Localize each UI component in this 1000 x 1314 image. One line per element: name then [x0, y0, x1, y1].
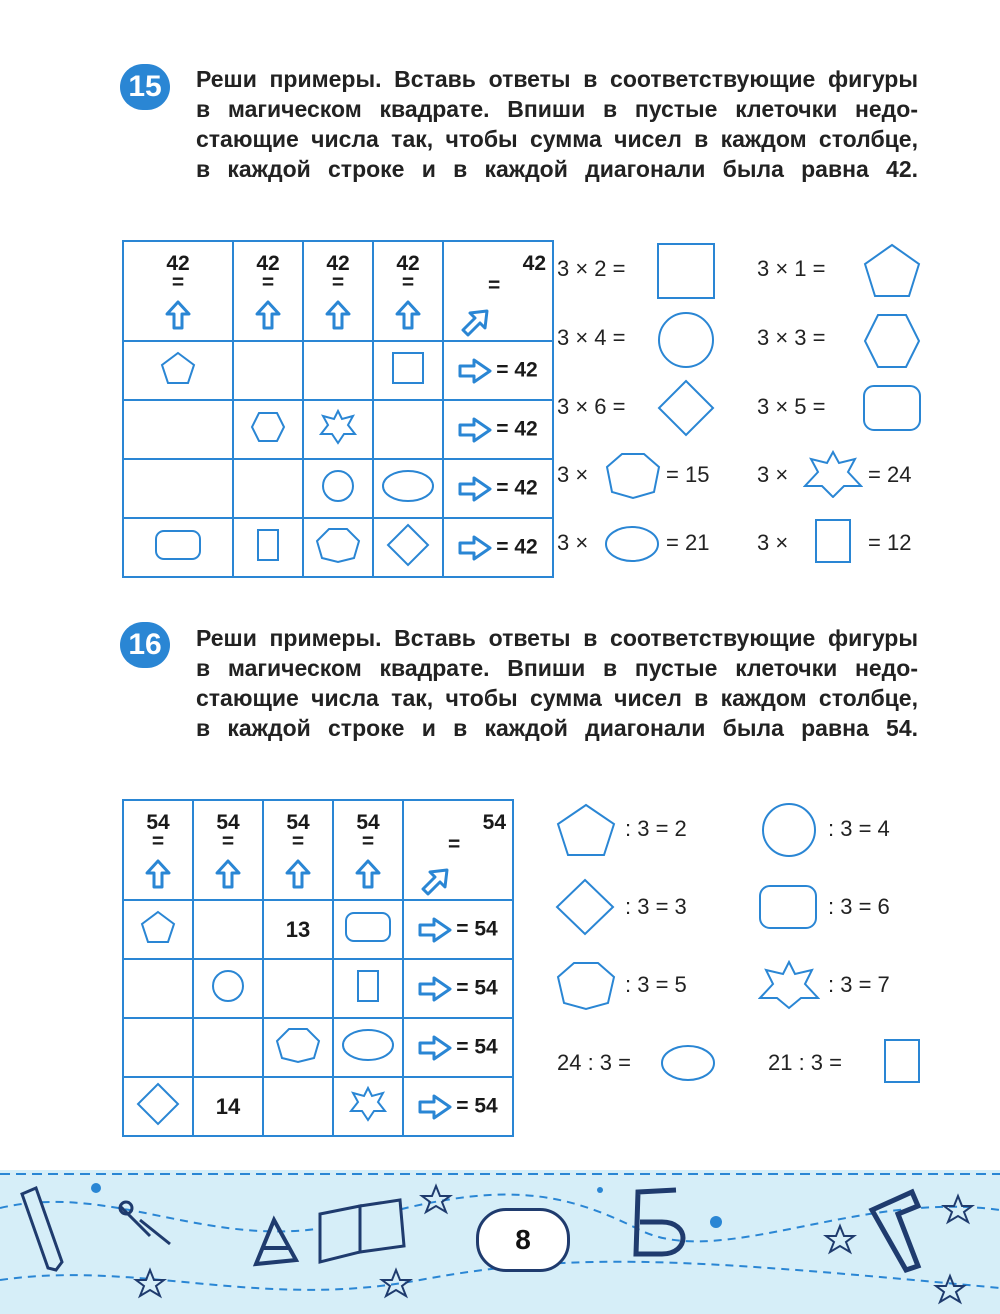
right-arrow-icon	[418, 917, 452, 943]
up-arrow-icon	[215, 859, 241, 889]
given-number: 13	[263, 900, 333, 959]
equation: 3 × 5 =	[757, 394, 826, 419]
up-arrow-icon	[285, 859, 311, 889]
equation: 3 × 2 =	[557, 256, 626, 281]
row-sum: = 54	[403, 1018, 513, 1077]
counting-sticks-icon	[120, 1202, 170, 1244]
row-sum: = 54	[403, 900, 513, 959]
given-number: 14	[193, 1077, 263, 1136]
hexagon-icon	[248, 408, 288, 446]
equation: = 24	[868, 462, 912, 487]
up-arrow-icon	[255, 300, 281, 330]
letter-b-icon	[636, 1190, 683, 1254]
circle-icon	[656, 310, 716, 370]
instruction-line: Реши примеры. Вставь ответы в соответствующие фигуры	[196, 625, 918, 651]
cell[interactable]	[373, 400, 443, 459]
column-sum-header: 54 =	[333, 800, 403, 900]
oval-icon	[604, 524, 660, 564]
circle-icon	[319, 467, 357, 505]
column-sum-header: 42 =	[303, 241, 373, 341]
column-sum-header: 42 =	[373, 241, 443, 341]
cell[interactable]	[233, 459, 303, 518]
cell[interactable]	[303, 400, 373, 459]
rounded-rectangle-icon	[862, 384, 922, 432]
row-sum: = 54	[403, 959, 513, 1018]
rounded-rectangle-icon	[153, 526, 203, 564]
cell[interactable]	[303, 341, 373, 400]
cell[interactable]	[373, 518, 443, 577]
star-icon	[803, 450, 863, 498]
instruction-line: Реши примеры. Вставь ответы в соответствующие фигуры	[196, 66, 918, 92]
cell[interactable]	[333, 1018, 403, 1077]
heptagon-icon	[274, 1026, 322, 1064]
cell[interactable]	[373, 341, 443, 400]
row-sum: = 42	[443, 341, 553, 400]
instruction-line: в магическом квадрате. Впиши в пустые клеточки недо-	[196, 655, 918, 681]
hexagon-icon	[862, 312, 922, 370]
equation: 3 ×	[757, 530, 789, 555]
rectangle-icon	[813, 518, 853, 564]
right-arrow-icon	[458, 358, 492, 384]
cell[interactable]	[123, 400, 233, 459]
row-sum: = 42	[443, 459, 553, 518]
equation: 3 ×	[757, 462, 789, 487]
rectangle-icon	[355, 967, 381, 1005]
heptagon-icon	[555, 961, 617, 1011]
task-instructions	[196, 64, 918, 184]
equation: 3 × 6 =	[557, 394, 626, 419]
right-arrow-icon	[458, 535, 492, 561]
cell[interactable]	[373, 459, 443, 518]
star-icon	[758, 960, 820, 1010]
instruction-line: в каждой строке и в каждой диагонали была равна 42.	[196, 156, 918, 182]
equation: = 21	[666, 530, 710, 555]
equation: 3 × 4 =	[557, 325, 626, 350]
rectangle-icon	[882, 1038, 922, 1084]
equation: : 3 = 6	[828, 894, 890, 919]
oval-icon	[340, 1026, 396, 1064]
cell[interactable]	[303, 459, 373, 518]
diagonal-arrow-icon	[420, 867, 450, 897]
pencil-icon	[22, 1188, 62, 1270]
cell[interactable]	[123, 341, 233, 400]
equation: 24 : 3 =	[557, 1050, 632, 1075]
equation: 3 ×	[557, 462, 589, 487]
star-icon	[347, 1085, 389, 1123]
magic-square-16	[122, 799, 514, 1137]
cell[interactable]	[193, 959, 263, 1018]
cell[interactable]	[233, 518, 303, 577]
diagonal-arrow-icon	[460, 308, 490, 338]
cell[interactable]	[193, 900, 263, 959]
diagonal-sum-header: 42 =	[443, 241, 553, 341]
cell[interactable]	[263, 1018, 333, 1077]
cell[interactable]	[233, 341, 303, 400]
right-arrow-icon	[458, 476, 492, 502]
cell[interactable]	[263, 959, 333, 1018]
pentagon-icon	[158, 349, 198, 387]
equation: 3 × 3 =	[757, 325, 826, 350]
column-sum-header: 54 =	[263, 800, 333, 900]
task-instructions	[196, 623, 918, 743]
cell[interactable]	[123, 900, 193, 959]
up-arrow-icon	[145, 859, 171, 889]
up-arrow-icon	[165, 300, 191, 330]
up-arrow-icon	[355, 859, 381, 889]
oval-icon	[380, 467, 436, 505]
diagonal-sum-header: 54 =	[403, 800, 513, 900]
cell[interactable]	[303, 518, 373, 577]
rounded-rectangle-icon	[758, 884, 818, 930]
cell[interactable]	[123, 1018, 193, 1077]
pentagon-icon	[555, 802, 617, 858]
right-arrow-icon	[418, 1094, 452, 1120]
oval-icon	[660, 1043, 716, 1083]
instruction-line: стающие числа так, чтобы сумма чисел в каждом столбце,	[196, 126, 918, 152]
right-arrow-icon	[418, 1035, 452, 1061]
diamond-icon	[136, 1082, 180, 1126]
rectangle-icon	[255, 526, 281, 564]
equation: 3 ×	[557, 530, 589, 555]
letter-g-icon	[872, 1192, 918, 1270]
rounded-rectangle-icon	[343, 908, 393, 946]
instruction-line: в магическом квадрате. Впиши в пустые клеточки недо-	[196, 96, 918, 122]
cell[interactable]	[333, 900, 403, 959]
row-sum: = 54	[403, 1077, 513, 1136]
task-number-badge: 15	[120, 64, 170, 110]
letter-a-icon	[256, 1220, 296, 1264]
pentagon-icon	[138, 908, 178, 946]
equation: : 3 = 3	[625, 894, 687, 919]
star-icon	[317, 408, 359, 446]
diamond-icon	[555, 878, 615, 936]
instruction-line: в каждой строке и в каждой диагонали была равна 54.	[196, 715, 918, 741]
cell[interactable]	[263, 1077, 333, 1136]
equation: : 3 = 2	[625, 816, 687, 841]
right-arrow-icon	[418, 976, 452, 1002]
cell[interactable]	[193, 1018, 263, 1077]
task-number-badge: 16	[120, 622, 170, 668]
square-icon	[389, 349, 427, 387]
row-sum: = 42	[443, 518, 553, 577]
circle-icon	[760, 801, 818, 859]
cell[interactable]	[333, 1077, 403, 1136]
cell[interactable]	[123, 518, 233, 577]
up-arrow-icon	[325, 300, 351, 330]
book-icon	[320, 1200, 404, 1262]
right-arrow-icon	[458, 417, 492, 443]
equation: 3 × 1 =	[757, 256, 826, 281]
diamond-icon	[656, 378, 716, 438]
heptagon-icon	[604, 452, 662, 500]
heptagon-icon	[314, 526, 362, 564]
column-sum-header: 54 =	[123, 800, 193, 900]
up-arrow-icon	[395, 300, 421, 330]
equation: 21 : 3 =	[768, 1050, 843, 1075]
row-sum: = 42	[443, 400, 553, 459]
equation: = 15	[666, 462, 710, 487]
pentagon-icon	[862, 242, 922, 300]
column-sum-header: 42 =	[233, 241, 303, 341]
column-sum-header: 54 =	[193, 800, 263, 900]
cell[interactable]	[233, 400, 303, 459]
diamond-icon	[386, 523, 430, 567]
equation: = 12	[868, 530, 912, 555]
cell[interactable]	[123, 1077, 193, 1136]
page-number: 8	[476, 1208, 570, 1272]
magic-square-15	[122, 240, 554, 578]
equation: : 3 = 4	[828, 816, 890, 841]
cell[interactable]	[333, 959, 403, 1018]
equation: : 3 = 5	[625, 972, 687, 997]
instruction-line: стающие числа так, чтобы сумма чисел в каждом столбце,	[196, 685, 918, 711]
cell[interactable]	[123, 459, 233, 518]
square-icon	[656, 242, 716, 300]
equation: : 3 = 7	[828, 972, 890, 997]
cell[interactable]	[123, 959, 193, 1018]
column-sum-header: 42 =	[123, 241, 233, 341]
circle-icon	[209, 967, 247, 1005]
